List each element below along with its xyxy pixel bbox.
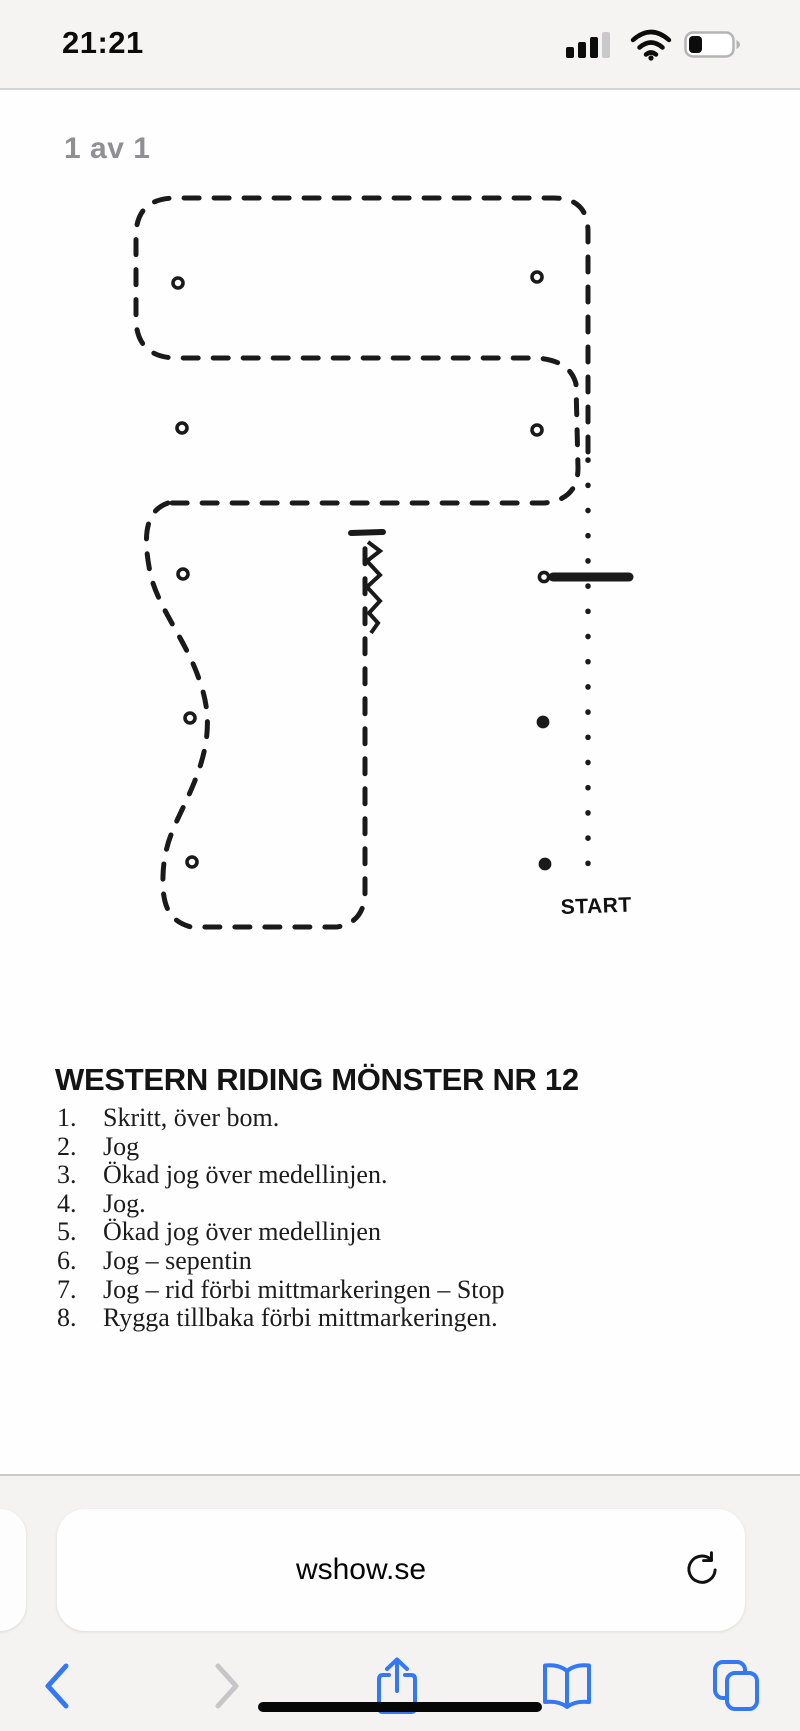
- dashed-riding-path: [136, 198, 588, 503]
- bookmarks-button[interactable]: [532, 1651, 602, 1721]
- page-count-label: 1 av 1: [64, 132, 151, 165]
- serpentine-zigzag: [367, 542, 380, 633]
- pattern-step-list: [57, 1104, 757, 1333]
- list-item: 5. Ökad jog över medellinjen: [57, 1217, 381, 1247]
- navigation-toolbar: [0, 1646, 800, 1726]
- back-button[interactable]: [22, 1651, 92, 1721]
- list-item: 7. Jog – rid förbi mittmarkeringen – Stop: [57, 1274, 505, 1304]
- forward-button[interactable]: [192, 1651, 262, 1721]
- list-item: 6. Jog – sepentin: [57, 1245, 252, 1275]
- pattern-title: WESTERN RIDING MÖNSTER NR 12: [55, 1062, 579, 1097]
- reload-icon[interactable]: [681, 1549, 723, 1591]
- url-label[interactable]: wshow.se: [295, 1553, 427, 1586]
- status-bar: [0, 0, 800, 90]
- chevron-right-icon: [209, 1660, 245, 1712]
- start-label: START: [560, 893, 633, 919]
- list-item: 4. Jog.: [57, 1188, 146, 1218]
- clock-label: 21:21: [62, 25, 144, 60]
- cone-markers: [173, 272, 550, 869]
- list-item: 2. Jog: [57, 1131, 140, 1161]
- battery-icon: [684, 31, 742, 59]
- chevron-left-icon: [39, 1660, 75, 1712]
- list-item: 8. Rygga tillbaka förbi mittmarkeringen.: [57, 1303, 498, 1333]
- home-indicator[interactable]: [258, 1702, 542, 1712]
- list-item: 1. Skritt, över bom.: [57, 1103, 280, 1132]
- address-bar[interactable]: [57, 1509, 745, 1631]
- dashed-serpentine-side: [146, 503, 365, 927]
- book-icon: [539, 1660, 595, 1712]
- web-page-content: [0, 92, 800, 1474]
- tabs-icon: [709, 1658, 765, 1714]
- wifi-icon: [630, 29, 672, 61]
- safari-bottom-bar: [0, 1474, 800, 1731]
- adjacent-tab-edge[interactable]: [0, 1509, 26, 1631]
- signal-icon: [564, 28, 618, 62]
- center-mark-tick: [351, 532, 383, 533]
- tabs-button[interactable]: [702, 1651, 772, 1721]
- list-item: 3. Ökad jog över medellinjen.: [57, 1160, 388, 1190]
- riding-pattern-diagram: [90, 170, 670, 960]
